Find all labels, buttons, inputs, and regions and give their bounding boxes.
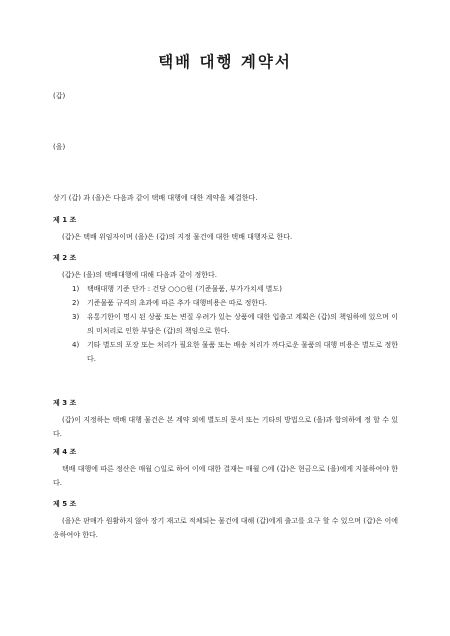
list-item-text: 택배대행 기준 단가 : 건당 ○○○원 (기준물품, 부가가치세 별도): [87, 285, 282, 293]
article-lead: (갑)은 (을)의 택배대행에 대해 다음과 같이 정한다.: [62, 271, 217, 279]
list-item-number: 4): [72, 341, 80, 349]
list-item: [53, 282, 398, 296]
intro-text: 상기 (갑) 과 (을)은 다음과 같이 택배 대행에 대한 계약을 체결한다.: [53, 194, 258, 202]
article-heading: 제 1 조: [53, 216, 77, 224]
list-item-text: 기준물품 규격의 초과에 따른 추가 대행비용은 따로 정한다.: [87, 299, 268, 307]
article-4: [53, 447, 398, 490]
party-a-label: (갑): [53, 92, 66, 100]
list-item: [53, 310, 398, 338]
list-item: [53, 338, 398, 366]
article-heading: 제 4 조: [53, 448, 77, 456]
list-item-text: 기타 별도의 포장 또는 처리가 필요한 물품 또는 배송 처리가 까다로운 물품의 대행 비용은 별도로 정한다.: [87, 341, 398, 363]
list-item-number: 3): [72, 313, 80, 321]
article-heading: 제 2 조: [53, 254, 77, 262]
list-item-number: 1): [72, 285, 80, 293]
article-3: [53, 398, 398, 441]
article-heading: 제 3 조: [53, 399, 77, 407]
list-item: [53, 296, 398, 310]
article-heading: 제 5 조: [53, 500, 77, 508]
party-b-label: (을): [53, 143, 66, 151]
article-body: (갑)은 택배 위임자이며 (을)은 (갑)의 지정 물건에 대한 택배 대행자로 한다.: [62, 233, 293, 241]
list-item-number: 2): [72, 299, 80, 307]
document-title: 택배 대행 계약서: [158, 53, 292, 71]
article-5: [53, 499, 398, 542]
article-item-list: [53, 282, 398, 366]
list-item-text: 유통기한이 명시 된 상품 또는 변질 우려가 있는 상품에 대한 입출고 계획은 (갑)의 책임하에 있으며 이의 미처리로 인한 부담은 (갑)의 책임으로 한다.: [87, 313, 398, 335]
article-1: [53, 215, 398, 244]
article-body: 택배 대행에 따른 정산은 매월 ○일로 하여 이에 대한 결재는 매월 ○에 (갑)은 현금으로 (을)에게 지불하여야 한다.: [53, 465, 398, 487]
article-body: (갑)이 지정하는 택배 대행 물건은 본 계약 외에 별도의 문서 또는 기타의 방법으로 (을)과 합의하에 정 할 수 있다.: [53, 416, 398, 438]
article-2: [53, 253, 398, 366]
article-body: (을)은 판매가 원활하지 않아 장기 재고로 적체되는 물건에 대해 (갑)에게 출고를 요구 할 수 있으며 (갑)은 이에 응하여야 한다.: [53, 517, 398, 539]
